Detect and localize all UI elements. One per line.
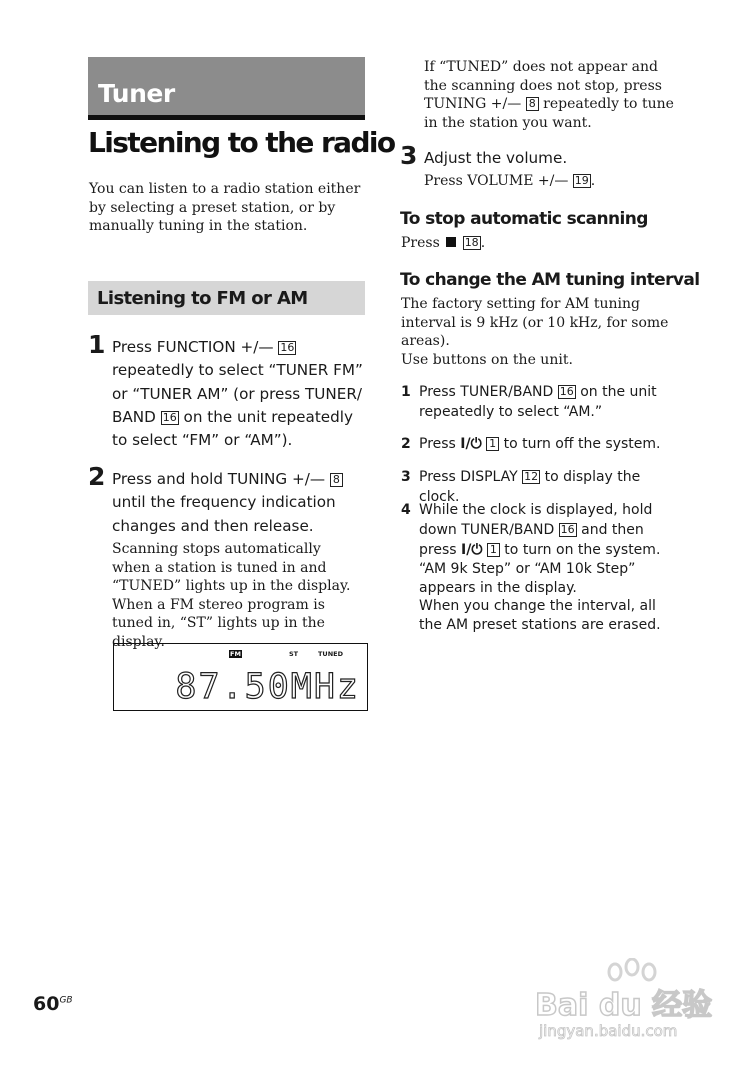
button-ref: 12: [524, 470, 539, 483]
text-run: Press and hold TUNING +/—: [112, 470, 330, 488]
step-number: 3: [400, 141, 417, 170]
list-item: [401, 382, 681, 422]
watermark-url: jingyan.baidu.com: [539, 1022, 678, 1040]
page-number-value: 60: [33, 993, 60, 1015]
am-interval-heading: To change the AM tuning interval: [400, 270, 700, 290]
baidu-watermark: [535, 958, 740, 1048]
button-ref: 18: [464, 236, 479, 249]
item-note-2: When you change the interval, all the AM preset stations are erased.: [419, 598, 661, 633]
item-text: [419, 500, 666, 560]
button-ref: 8: [526, 97, 539, 111]
text-run: Press TUNER/BAND: [419, 384, 558, 400]
tuned-note: [424, 58, 679, 132]
stop-press-label: Press: [401, 235, 440, 251]
frequency-readout: 87.50MHz: [175, 667, 360, 707]
text-run: on the unit repeatedly to select “FM” or “AM”).: [112, 407, 353, 450]
item-note: “AM 9k Step” or “AM 10k Step” appears in the display.: [419, 561, 636, 596]
text-run: to display the clock.: [419, 469, 641, 505]
stereo-indicator: ST: [289, 650, 299, 658]
button-ref: 1: [486, 437, 499, 451]
text-run: on the unit repeatedly to select “AM.”: [419, 384, 657, 420]
intro-paragraph: You can listen to a radio station either by selecting a preset station, or by manually tuning in the station.: [89, 181, 361, 234]
button-ref: 16: [280, 341, 295, 354]
text-run: Press DISPLAY: [419, 469, 523, 485]
step-2-text: [112, 468, 366, 538]
step-3-detail-text: Press VOLUME +/—: [424, 173, 573, 189]
button-ref: 19: [574, 174, 589, 187]
text-run: and then press: [419, 522, 644, 558]
stop-icon: [446, 237, 456, 247]
section-banner: [88, 57, 365, 115]
button-ref: 8: [330, 473, 343, 487]
item-text: [419, 434, 681, 454]
subsection-header: [88, 281, 365, 315]
button-ref: 16: [162, 410, 177, 424]
subsection-title: Listening to FM or AM: [97, 288, 308, 309]
text-run: to turn off the system.: [499, 436, 661, 452]
item-number: 4: [401, 502, 411, 518]
step-3-text: Adjust the volume.: [424, 149, 568, 167]
button-ref: 16: [559, 385, 574, 398]
text-run: Press FUNCTION +/—: [112, 338, 279, 356]
text-run: While the clock is displayed, hold down TUNER/BAND: [419, 502, 653, 538]
item-number: 2: [401, 436, 411, 452]
text-run: repeatedly to tune in the station you want.: [424, 96, 674, 131]
button-ref: 16: [560, 523, 575, 536]
item-number: 1: [401, 384, 411, 400]
item-number: 3: [401, 469, 411, 485]
am-interval-text-2: Use buttons on the unit.: [401, 352, 573, 368]
section-rule: [88, 115, 365, 120]
stop-scanning-text: Press 18 .: [401, 235, 486, 251]
step-3-detail: Press VOLUME +/— 19 .: [424, 173, 596, 189]
text-run: repeatedly to select “TUNER FM” or “TUNER AM” (or press TUNER/ BAND: [112, 361, 363, 426]
list-item: [401, 500, 666, 634]
list-item: [401, 434, 681, 454]
button-ref: 1: [487, 543, 500, 557]
text-run: Press: [419, 436, 461, 452]
watermark-logo: Bai du 经验: [535, 988, 713, 1023]
step-2-note: Scanning stops automatically when a station is tuned in and “TUNED” lights up in the display. When a FM stereo program is tuned in, “ST” lights up in the display.: [112, 541, 351, 650]
text-run: until the frequency indication changes and then release.: [112, 493, 336, 535]
display-illustration: [113, 643, 368, 711]
tuned-indicator: TUNED: [318, 650, 343, 658]
item-text: [419, 382, 681, 422]
stop-scanning-heading: To stop automatic scanning: [400, 209, 648, 229]
text-run: If “TUNED” does not appear and the scanning does not stop, press TUNING +/—: [424, 59, 662, 112]
am-interval-text: The factory setting for AM tuning interval is 9 kHz (or 10 kHz, for some areas).: [401, 296, 669, 349]
fm-indicator: FM: [230, 650, 241, 658]
page-region-code: GB: [59, 995, 73, 1006]
page-number: [33, 993, 73, 1015]
text-run: to turn on the system.: [499, 542, 661, 558]
section-title: Tuner: [98, 79, 175, 108]
step-number: 1: [88, 330, 105, 359]
step-1-text: [112, 336, 366, 452]
power-symbol: I/⏻: [461, 542, 483, 558]
page-title: Listening to the radio: [88, 126, 395, 159]
power-symbol: I/⏻: [460, 436, 482, 452]
step-number: 2: [88, 462, 105, 491]
